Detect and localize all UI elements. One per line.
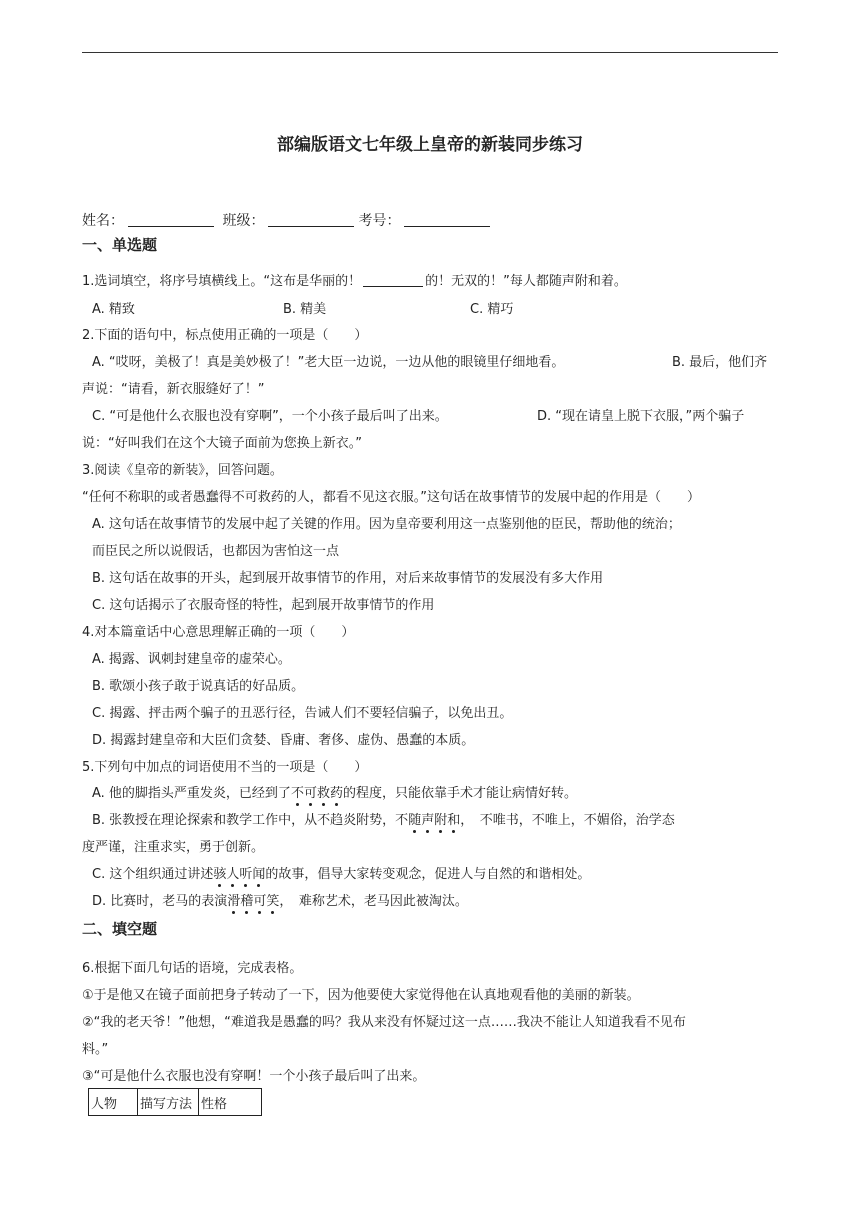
q5-c-text: C. 这个组织通过讲述 [92, 867, 214, 882]
section-heading-single-choice: 一、单选题 [82, 236, 158, 254]
table-header-person: 人物 [89, 1089, 138, 1116]
q5-b-text: B. 张教授在理论探索和教学工作中，从不趋炎附势，不 [92, 813, 409, 828]
q2-option-b[interactable]: B. 最后，他们齐 [672, 355, 768, 370]
table-row [89, 1089, 262, 1116]
table-header-character: 性格 [199, 1089, 262, 1116]
q4-option-d[interactable]: D. 揭露封建皇帝和大臣们贪婪、昏庸、奢侈、虚伪、愚蠢的本质。 [92, 733, 475, 748]
question-3-quote: “任何不称职的或者愚蠢得不可救药的人，都看不见这衣服。”这句话在故事情节的发展中起的作用是（ ） [82, 490, 700, 505]
q5-option-a[interactable] [92, 782, 577, 801]
q1-stem-b: 的！无双的！”每人都随声附和着。 [425, 274, 627, 289]
id-blank[interactable] [404, 213, 490, 227]
q3-option-b[interactable]: B. 这句话在故事的开头，起到展开故事情节的作用，对后来故事情节的发展没有多大作用 [92, 571, 604, 586]
q5-d-text: D. 比赛时，老马的表演 [92, 894, 228, 909]
question-3-stem: 3.阅读《皇帝的新装》，回答问题。 [82, 463, 283, 478]
top-rule [82, 52, 778, 53]
q3-option-c[interactable]: C. 这句话揭示了衣服奇怪的特性，起到展开故事情节的作用 [92, 598, 435, 613]
q1-option-b[interactable]: B. 精美 [283, 302, 327, 317]
q2-option-c[interactable]: C. “可是他什么衣服也没有穿啊”，一个小孩子最后叫了出来。 [92, 409, 448, 424]
q5-option-d[interactable] [92, 890, 468, 909]
q5-a-text-after: 的程度，只能依靠手术才能让病情好转。 [343, 786, 578, 801]
q5-d-text-after: ， 难称艺术，老马因此被淘汰。 [279, 894, 468, 909]
q6-sentence-2: ②“我的老天爷！”他想，“难道我是愚蠢的吗？我从来没有怀疑过这一点……我决不能让人知道我看不见布 [82, 1015, 686, 1030]
q2-option-b-cont: 声说：“请看，新衣服缝好了！” [82, 382, 265, 397]
q2-option-d[interactable]: D. “现在请皇上脱下衣服，”两个骗子 [537, 409, 745, 424]
q1-stem-a: 1.选词填空，将序号填横线上。“这布是华丽的！ [82, 274, 362, 289]
q2-option-d-cont: 说：“好叫我们在这个大镜子面前为您换上新衣。” [82, 436, 362, 451]
question-4-stem: 4.对本篇童话中心意思理解正确的一项（ ） [82, 625, 355, 640]
q5-c-dotted-word: 骇人听闻 [213, 867, 266, 882]
question-1-stem [82, 270, 627, 289]
q4-option-a[interactable]: A. 揭露、讽刺封建皇帝的虚荣心。 [92, 652, 291, 667]
q3-option-a-cont: 而臣民之所以说假话，也都因为害怕这一点 [92, 544, 340, 559]
id-label: 考号： [358, 213, 401, 229]
q3-option-a[interactable]: A. 这句话在故事情节的发展中起了关键的作用。因为皇帝要利用这一点鉴别他的臣民，帮助他的统治； [92, 517, 681, 532]
q5-a-dotted-word: 不可救药 [290, 786, 343, 801]
q4-option-b[interactable]: B. 歌颂小孩子敢于说真话的好品质。 [92, 679, 305, 694]
q5-option-b[interactable] [92, 809, 675, 828]
class-label: 班级： [222, 213, 265, 229]
section-heading-fill-blank: 二、填空题 [82, 920, 158, 938]
q1-option-c[interactable]: C. 精巧 [470, 302, 514, 317]
student-info [82, 210, 494, 230]
q6-answer-table [88, 1088, 262, 1116]
class-blank[interactable] [268, 213, 354, 227]
q5-b-text-after: ， 不唯书，不唯上，不媚俗，治学态 [460, 813, 675, 828]
q5-c-text-after: 的故事，倡导大家转变观念，促进人与自然的和谐相处。 [265, 867, 591, 882]
question-2-stem: 2.下面的语句中，标点使用正确的一项是（ ） [82, 328, 368, 343]
q6-sentence-2-cont: 料。” [82, 1042, 109, 1057]
q1-option-a[interactable]: A. 精致 [92, 302, 135, 317]
question-5-stem: 5.下列句中加点的词语使用不当的一项是（ ） [82, 760, 368, 775]
q6-sentence-3: ③“可是他什么衣服也没有穿啊！一个小孩子最后叫了出来。 [82, 1069, 426, 1084]
q5-a-text: A. 他的脚指头严重发炎，已经到了 [92, 786, 291, 801]
q5-option-c[interactable] [92, 863, 590, 882]
name-blank[interactable] [128, 213, 214, 227]
q5-d-dotted-word: 滑稽可笑 [227, 894, 280, 909]
q2-option-a[interactable]: A. “哎呀，美极了！真是美妙极了！”老大臣一边说，一边从他的眼镜里仔细地看。 [92, 355, 565, 370]
q4-option-c[interactable]: C. 揭露、抨击两个骗子的丑恶行径，告诫人们不要轻信骗子，以免出丑。 [92, 706, 513, 721]
q5-b-dotted-word: 随声附和 [408, 813, 461, 828]
q5-option-b-cont: 度严谨，注重求实，勇于创新。 [82, 840, 265, 855]
question-6-stem: 6.根据下面几句话的语境，完成表格。 [82, 961, 303, 976]
name-label: 姓名： [82, 213, 124, 229]
page-title: 部编版语文七年级上皇帝的新装同步练习 [277, 135, 583, 155]
q1-blank[interactable] [363, 273, 423, 287]
table-header-method: 描写方法 [138, 1089, 199, 1116]
q6-sentence-1: ①于是他又在镜子面前把身子转动了一下，因为他要使大家觉得他在认真地观看他的美丽的新装。 [82, 988, 640, 1003]
